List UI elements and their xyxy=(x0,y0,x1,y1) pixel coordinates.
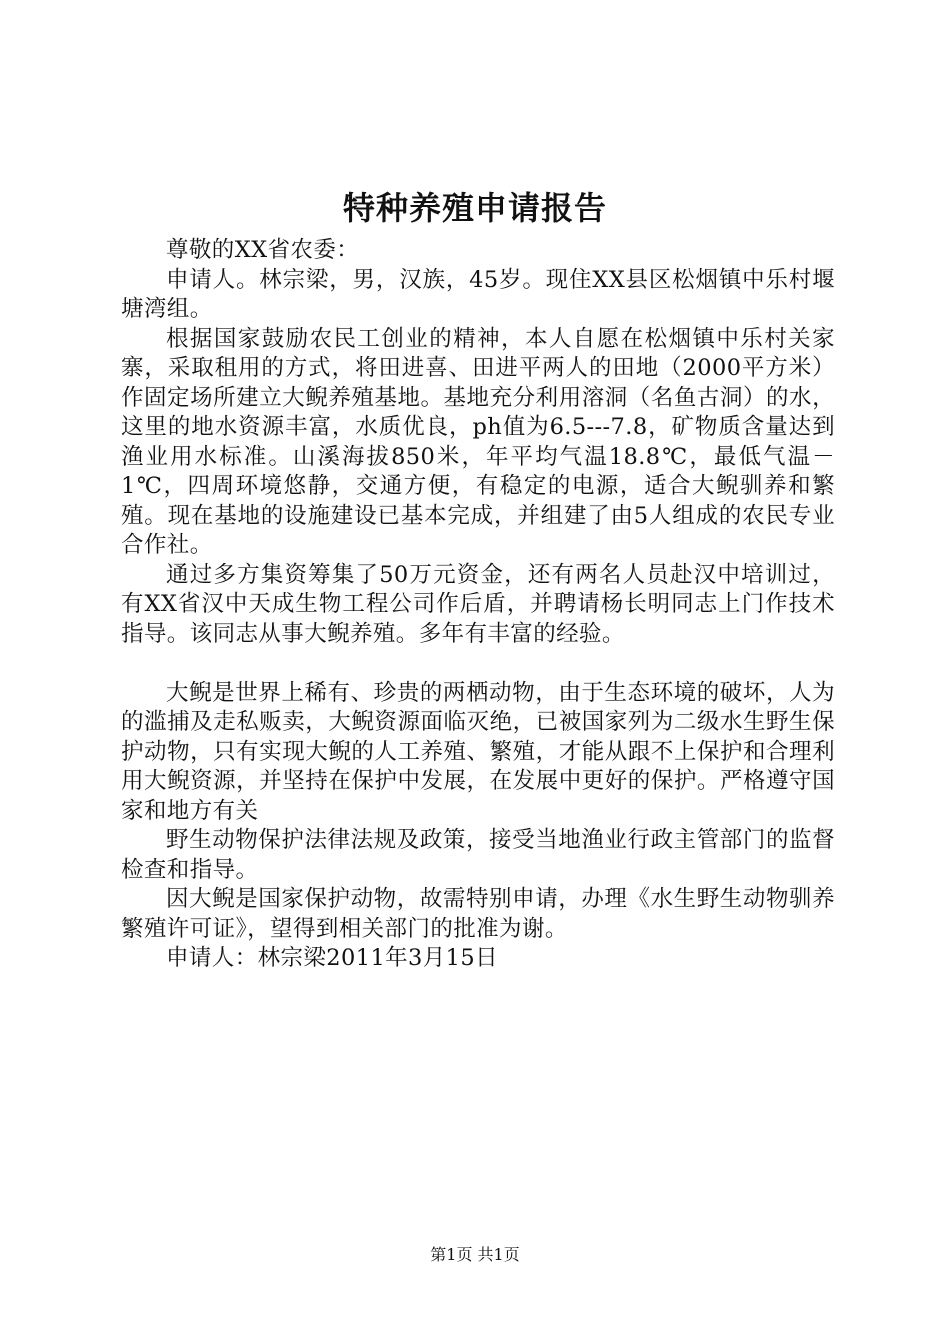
paragraph-funding: 通过多方集资筹集了50万元资金，还有两名人员赴汉中培训过，有XX省汉中天成生物工程公司作后盾，并聘请杨长明同志上门作技术指导。该同志从事大鲵养殖。多年有丰富的经验。 xyxy=(121,561,835,647)
paragraph-applicant: 申请人。林宗梁，男，汉族，45岁。现住XX县区松烟镇中乐村堰塘湾组。 xyxy=(121,266,835,322)
paragraph-request: 因大鲵是国家保护动物，故需特别申请，办理《水生野生动物驯养繁殖许可证》，望得到相关部门的批准为谢。 xyxy=(121,886,835,942)
paragraph-protection: 大鲵是世界上稀有、珍贵的两栖动物，由于生态环境的破坏，人为的滥捕及走私贩卖，大鲵资源面临灭绝，已被国家列为二级水生野生保护动物，只有实现大鲵的人工养殖、繁殖，才能从跟不上保护和合理利用大鲵资源，并坚持在保护中发展，在发展中更好的保护。严格遵守国家和地方有关 xyxy=(121,679,835,824)
document-title: 特种养殖申请报告 xyxy=(342,189,607,227)
paragraph-regulations: 野生动物保护法律法规及政策，接受当地渔业行政主管部门的监督检查和指导。 xyxy=(121,827,835,883)
signature-line: 申请人：林宗梁2011年3月15日 xyxy=(166,945,499,971)
blank-line xyxy=(121,649,835,679)
salutation: 尊敬的XX省农委： xyxy=(166,237,360,263)
document-body xyxy=(121,236,835,974)
page-number: 第1页 共1页 xyxy=(430,1245,520,1264)
paragraph-base: 根据国家鼓励农民工创业的精神，本人自愿在松烟镇中乐村关家寨，采取租用的方式，将田进喜、田进平两人的田地（2000平方米）作固定场所建立大鲵养殖基地。基地充分利用溶洞（名鱼古洞）的水，这里的地水资源丰富，水质优良，ph值为6.5---7.8，矿物质含量达到渔业用水标准。山溪海拔850米，年平均气温18.8℃，最低气温－1℃，四周环境悠静，交通方便，有稳定的电源，适合大鲵驯养和繁殖。现在基地的设施建设已基本完成，并组建了由5人组成的农民专业合作社。 xyxy=(121,325,835,558)
